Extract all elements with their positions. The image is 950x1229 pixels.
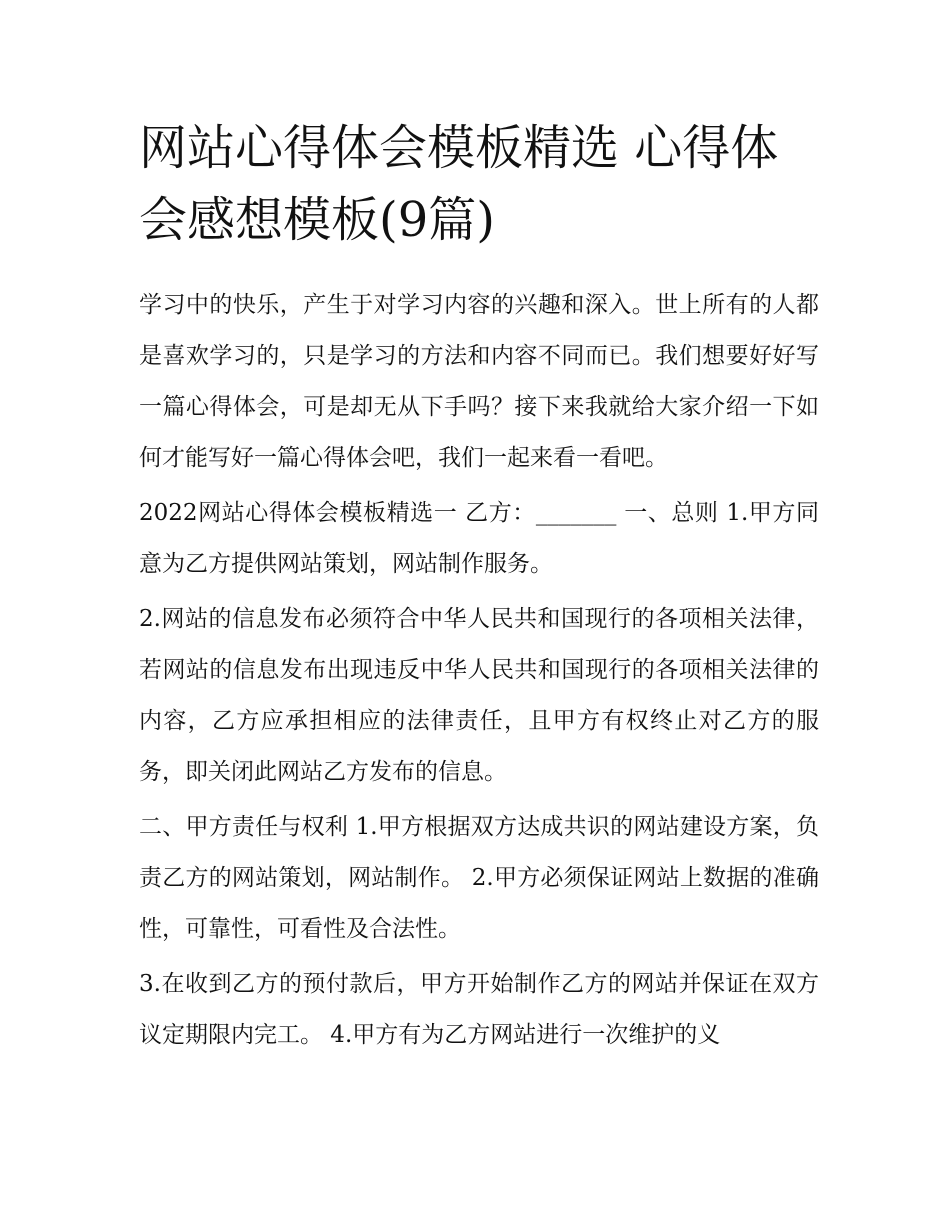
paragraph-general-terms: 2022网站心得体会模板精选一 乙方：_______ 一、总则 1.甲方同意为乙方提供网站策划，网站制作服务。 [139, 500, 819, 577]
paragraph-legal-compliance: 2.网站的信息发布必须符合中华人民共和国现行的各项相关法律，若网站的信息发布出现违反中华人民共和国现行的各项相关法律的内容，乙方应承担相应的法律责任，且甲方有权终止对乙方的服务，即关闭此网站乙方发布的信息。 [139, 606, 819, 785]
paragraph-prepayment: 3.在收到乙方的预付款后，甲方开始制作乙方的网站并保证在双方议定期限内完工。 4.甲方有为乙方网站进行一次维护的义 [139, 971, 819, 1048]
document-title: 网站心得体会模板精选 心得体会感想模板(9篇) [139, 120, 779, 248]
paragraph-party-a-duties: 二、甲方责任与权利 1.甲方根据双方达成共识的网站建设方案，负责乙方的网站策划，网站制作。 2.甲方必须保证网站上数据的准确性，可靠性，可看性及合法性。 [139, 814, 819, 942]
paragraph-intro: 学习中的快乐，产生于对学习内容的兴趣和深入。世上所有的人都是喜欢学习的，只是学习的方法和内容不同而已。我们想要好好写一篇心得体会，可是却无从下手吗？接下来我就给大家介绍一下如何才能写好一篇心得体会吧，我们一起来看一看吧。 [139, 292, 819, 471]
document-body [139, 280, 819, 1065]
